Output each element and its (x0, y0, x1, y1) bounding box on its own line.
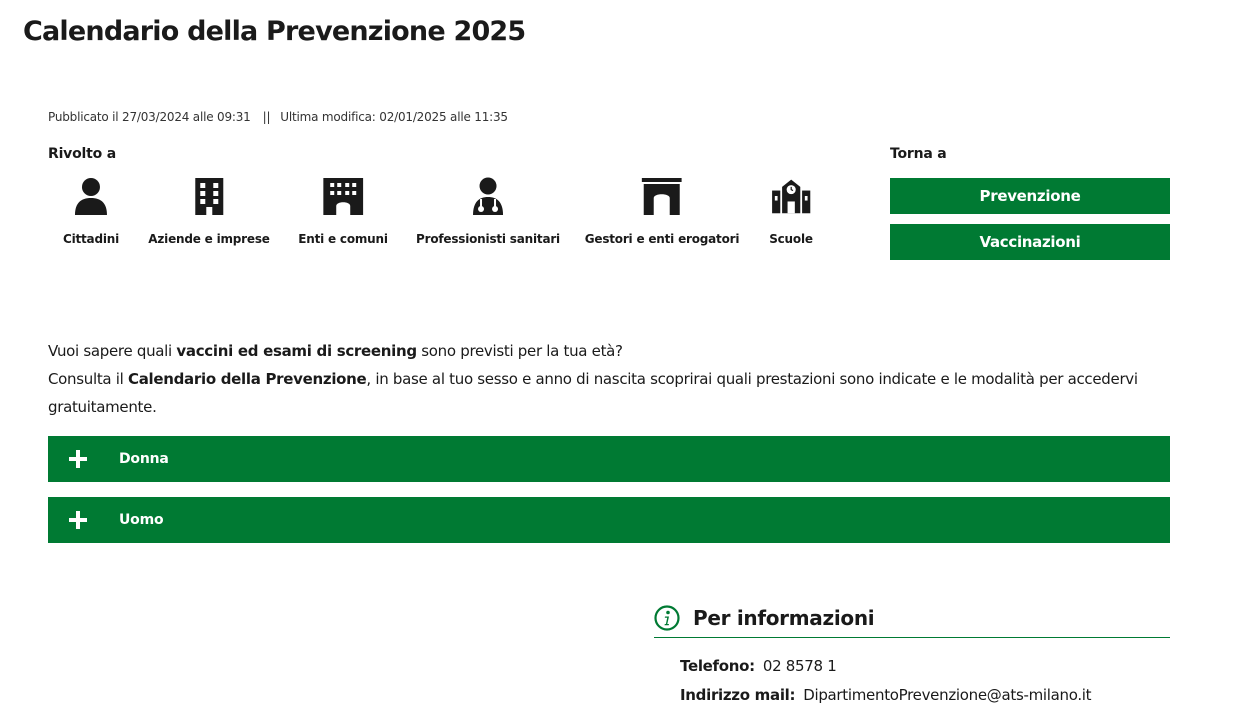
town-hall-icon (323, 176, 363, 216)
phone-value[interactable]: 02 8578 1 (762, 657, 837, 675)
audience-item-cittadini[interactable] (63, 176, 119, 247)
audience-item-professionisti[interactable] (416, 176, 560, 247)
back-link-prevenzione[interactable]: Prevenzione (890, 178, 1170, 214)
audience-item-label: Enti e comuni (298, 232, 388, 246)
intro-text-part: , in base al tuo sesso e anno di nascita scoprirai quali prestazioni sono indicate e le modalità per accedervi gratuitamente. (48, 370, 1138, 416)
audience-item-label: Aziende e imprese (148, 232, 270, 246)
audience-item-label: Scuole (769, 232, 813, 246)
doctor-icon (468, 176, 508, 216)
info-email (680, 686, 1091, 704)
plus-icon (69, 450, 87, 468)
publication-meta (48, 110, 508, 124)
intro-emphasis: Calendario della Prevenzione (128, 370, 367, 388)
archway-icon (642, 176, 682, 216)
audience-item-aziende[interactable] (148, 176, 269, 247)
audience-item-label: Gestori e enti erogatori (584, 232, 740, 246)
info-title: Per informazioni (693, 606, 875, 630)
audience-item-enti[interactable] (298, 176, 388, 247)
school-icon (771, 176, 811, 216)
info-icon (654, 605, 680, 631)
plus-icon (69, 511, 87, 529)
intro-text-part: Consulta il (48, 370, 128, 388)
accordion-label: Donna (119, 451, 169, 467)
page-title: Calendario della Prevenzione 2025 (23, 16, 526, 47)
back-heading: Torna a (890, 146, 947, 162)
email-label: Indirizzo mail: (680, 686, 796, 704)
person-icon (71, 176, 111, 216)
email-value[interactable]: DipartimentoPrevenzione@ats-milano.it (803, 686, 1092, 704)
modified-date: Ultima modifica: 02/01/2025 alle 11:35 (280, 110, 508, 124)
audience-item-label: Cittadini (62, 232, 120, 246)
audience-item-scuole[interactable] (769, 176, 813, 247)
accordion-donna[interactable] (48, 436, 1170, 482)
audience-item-gestori[interactable] (585, 176, 740, 247)
intro-text-part: Vuoi sapere quali (48, 342, 177, 360)
meta-separator: || (262, 110, 271, 124)
intro-text (48, 337, 1173, 421)
accordion-label: Uomo (119, 512, 164, 528)
info-header (654, 604, 1170, 638)
published-date: Pubblicato il 27/03/2024 alle 09:31 (48, 110, 251, 124)
intro-text-part: sono previsti per la tua età? (416, 342, 623, 360)
intro-emphasis: vaccini ed esami di screening (176, 342, 417, 360)
accordion-uomo[interactable] (48, 497, 1170, 543)
building-icon (189, 176, 229, 216)
audience-heading: Rivolto a (48, 146, 116, 162)
phone-label: Telefono: (680, 657, 755, 675)
info-phone (680, 657, 836, 675)
back-link-vaccinazioni[interactable]: Vaccinazioni (890, 224, 1170, 260)
audience-item-label: Professionisti sanitari (416, 232, 560, 246)
